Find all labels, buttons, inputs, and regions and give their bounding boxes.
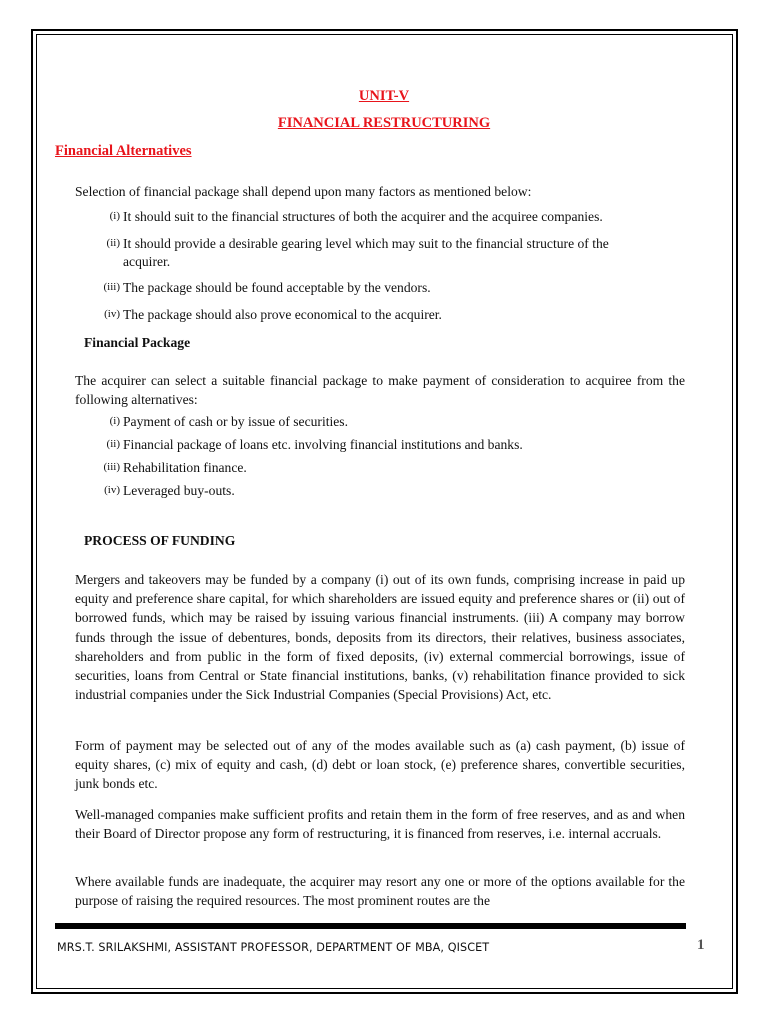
paragraph: Where available funds are inadequate, the acquirer may resort any one or more of the options available for the purpose of raising the required resources. The most prominent routes are the — [75, 874, 685, 909]
list-item-text: It should suit to the financial structures of both the acquirer and the acquiree companies. — [123, 209, 603, 224]
section-heading-financial-alternatives: Financial Alternatives — [55, 143, 192, 159]
paragraph: Form of payment may be selected out of any of the modes available such as (a) cash payment, (b) issue of equity shares, (c) mix of equity and cash, (d) debt or loan stock, (e) preference shares, convertible securities, junk bonds etc. — [75, 738, 685, 792]
list-item-text: The package should also prove economical to the acquirer. — [123, 307, 442, 322]
footer-divider — [55, 923, 686, 929]
paragraph: Well-managed companies make sufficient profits and retain them in the form of free reserves, and as and when their Board of Director propose any form of restructuring, it is financed from reserves, i.e. internal accruals. — [75, 807, 685, 842]
list-item-text: It should provide a desirable gearing level which may suit to the financial structure of the — [123, 236, 609, 251]
unit-title: UNIT-V — [358, 88, 410, 104]
main-title: FINANCIAL RESTRUCTURING — [277, 115, 491, 131]
page-border-inner — [36, 34, 733, 989]
list-item-number: (i) — [109, 415, 120, 427]
list-item-text: The package should be found acceptable by the vendors. — [123, 280, 431, 295]
list-item-number: (iv) — [104, 308, 120, 320]
list-item-number: (iii) — [103, 461, 120, 473]
section-heading-process-of-funding: PROCESS OF FUNDING — [84, 533, 236, 548]
list-item-text: Leveraged buy-outs. — [123, 483, 235, 498]
list-item-number: (ii) — [106, 237, 120, 249]
list-item-number: (ii) — [106, 438, 120, 450]
list-item-text-continued: acquirer. — [123, 254, 171, 269]
footer-author: MRS.T. SRILAKSHMI, ASSISTANT PROFESSOR, DEPARTMENT OF MBA, QISCET — [57, 941, 490, 954]
list-item-number: (i) — [109, 210, 120, 222]
list-item-number: (iv) — [104, 484, 120, 496]
list-item-text: Rehabilitation finance. — [123, 460, 247, 475]
section1-intro: Selection of financial package shall depend upon many factors as mentioned below: — [75, 184, 532, 199]
list-item-number: (iii) — [103, 281, 120, 293]
list-item-text: Payment of cash or by issue of securities. — [123, 414, 349, 429]
paragraph: Mergers and takeovers may be funded by a company (i) out of its own funds, comprising increase in paid up equity and preference share capital, for which shareholders are issued equity and preference shares or (ii) out of borrowed funds, which may be raised by issuing various financial instruments. (iii) A company may borrow funds through the issue of debentures, bonds, deposits from its directors, their relatives, business associates, shareholders and from public in the form of fixed deposits, (iv) external commercial borrowings, issue of securities, loans from Central or State financial institutions, banks, (v) rehabilitation finance provided to sick industrial companies under the Sick Industrial Companies (Special Provisions) Act, etc. — [75, 572, 685, 703]
list-item-text: Financial package of loans etc. involving financial institutions and banks. — [123, 437, 523, 452]
page-number: 1 — [697, 937, 705, 953]
section-heading-financial-package: Financial Package — [84, 335, 191, 350]
section2-intro: The acquirer can select a suitable financial package to make payment of consideration to acquiree from the following alternatives: — [75, 373, 685, 408]
